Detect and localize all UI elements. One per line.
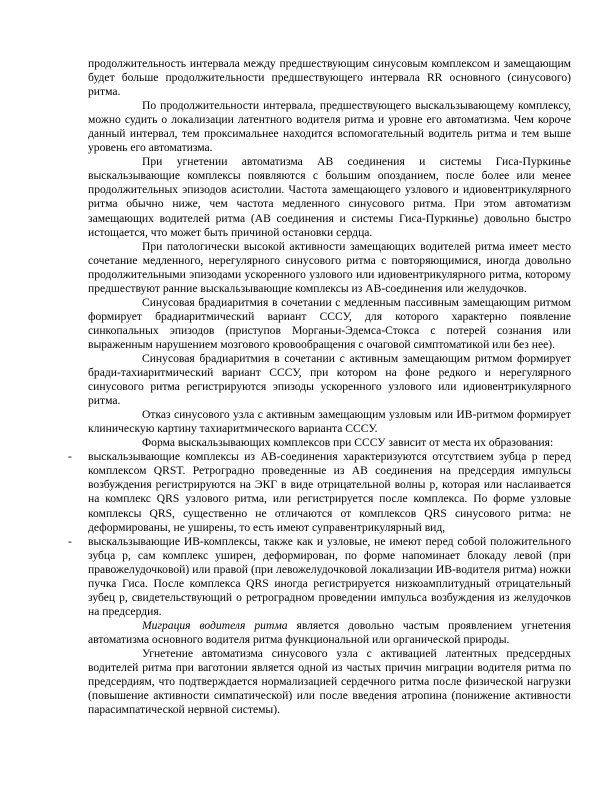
bullet-marker: -	[68, 450, 72, 464]
paragraph: Синусовая брадиаритмия в сочетании с активным замещающим ритмом формирует бради-тахиаритмический вариант СССУ, при котором на фоне редкого и нерегулярного синусового ритма регистрируются эпизоды ускоренного узлового или идиовентрикулярного ритма.	[88, 351, 571, 408]
bullet-text: выскальзывающие ИВ-комплексы, также как и узловые, не имеют перед собой положительного зубца р, сам комплекс уширен, деформирован, по форме напоминает блокаду левой (при правожелудочковой) или правой (при левожелудочковой локализации ИВ-водителя ритма) ножки пучка Гиса. После комплекса QRS иногда регистрируется низкоамплитудный отрицательный зубец р, свидетельствующий о ретроградном проведении импульса возбуждения из желудочков на предсердия.	[88, 534, 571, 618]
paragraph: продолжительность интервала между предшествующим синусовым комплексом и замещающим будет больше продолжительности предшествующего интервала RR основного (синусового) ритма.	[88, 57, 571, 99]
paragraph: Синусовая брадиаритмия в сочетании с медленным пассивным замещающим ритмом формирует брадиаритмический вариант СССУ, для которого характерно появление синкопальных эпизодов (приступов Морганьи-Эдемса-Стокса с потерей сознания или выраженным нарушением мозгового кровообращения с очаговой симптоматикой или без нее).	[88, 295, 571, 351]
paragraph: Отказ синусового узла с активным замещающим узловым или ИВ-ритмом формирует клиническую картину тахиаритмического варианта СССУ.	[88, 408, 571, 436]
migration-term: Миграция водителя ритма	[142, 618, 288, 632]
bullet-marker: -	[68, 534, 72, 548]
bullet-item	[68, 534, 571, 619]
document-page	[68, 57, 571, 717]
final-paragraph: Угнетение автоматизма синусового узла с активацией латентных предсердных водителей ритма при ваготонии является одной из частых причин миграции водителя ритма по предсердиям, что подтверждается нормализацией сердечного ритма после физической нагрузки (повышение активности симпатической) или после введения атропина (понижение активности парасимпатической нервной системы).	[88, 646, 571, 717]
paragraph: При патологически высокой активности замещающих водителей ритма имеет место сочетание медленного, нерегулярного синусового ритма с повторяющимися, иногда довольно продолжительными эпизодами ускоренного узлового или идиовентрикулярного ритма, которому предшествуют ранние выскальзывающие комплексы из АВ-соединения или желудочков.	[88, 239, 571, 295]
bullet-text: выскальзывающие комплексы из АВ-соединения характеризуются отсутствием зубца р перед комплексом QRST. Ретроградно проведенные из АВ соединения на предсердия импульсы возбуждения регистрируются на ЭКГ в виде отрицательной волны р, которая или наслаивается на комплекс QRS узлового ритма, или регистрируется после комплекса. По форме узловые комплексы QRS, существенно не отличаются от комплексов QRS синусового ритма: не деформированы, не уширены, то есть имеют суправентрикулярный вид,	[88, 450, 571, 534]
paragraph: При угнетении автоматизма АВ соединения и системы Гиса-Пуркинье выскальзывающие комплексы появляются с большим опозданием, после более или менее продолжительных эпизодов асистолии. Частота замещающего узлового и идиовентрикулярного ритма обычно ниже, чем частота медленного синусового ритма. При этом автоматизм замещающих водителей ритма (АВ соединения и системы Гиса-Пуркинье) довольно быстро истощается, что может быть причиной остановки сердца.	[88, 155, 571, 239]
paragraph: Форма выскальзывающих комплексов при СССУ зависит от места их образования:	[142, 436, 554, 450]
migration-text: является довольно частым проявлением угнетения автоматизма основного водителя ритма функциональной или органической природы.	[88, 618, 571, 646]
paragraph: По продолжительности интервала, предшествующего выскальзывающему комплексу, можно судить о локализации латентного водителя ритма и уровне его автоматизма. Чем короче данный интервал, тем проксимальнее находится вспомогательный водитель ритма и тем выше уровень его автоматизма.	[88, 99, 571, 155]
migration-paragraph	[88, 619, 571, 647]
bullet-item	[68, 450, 571, 534]
